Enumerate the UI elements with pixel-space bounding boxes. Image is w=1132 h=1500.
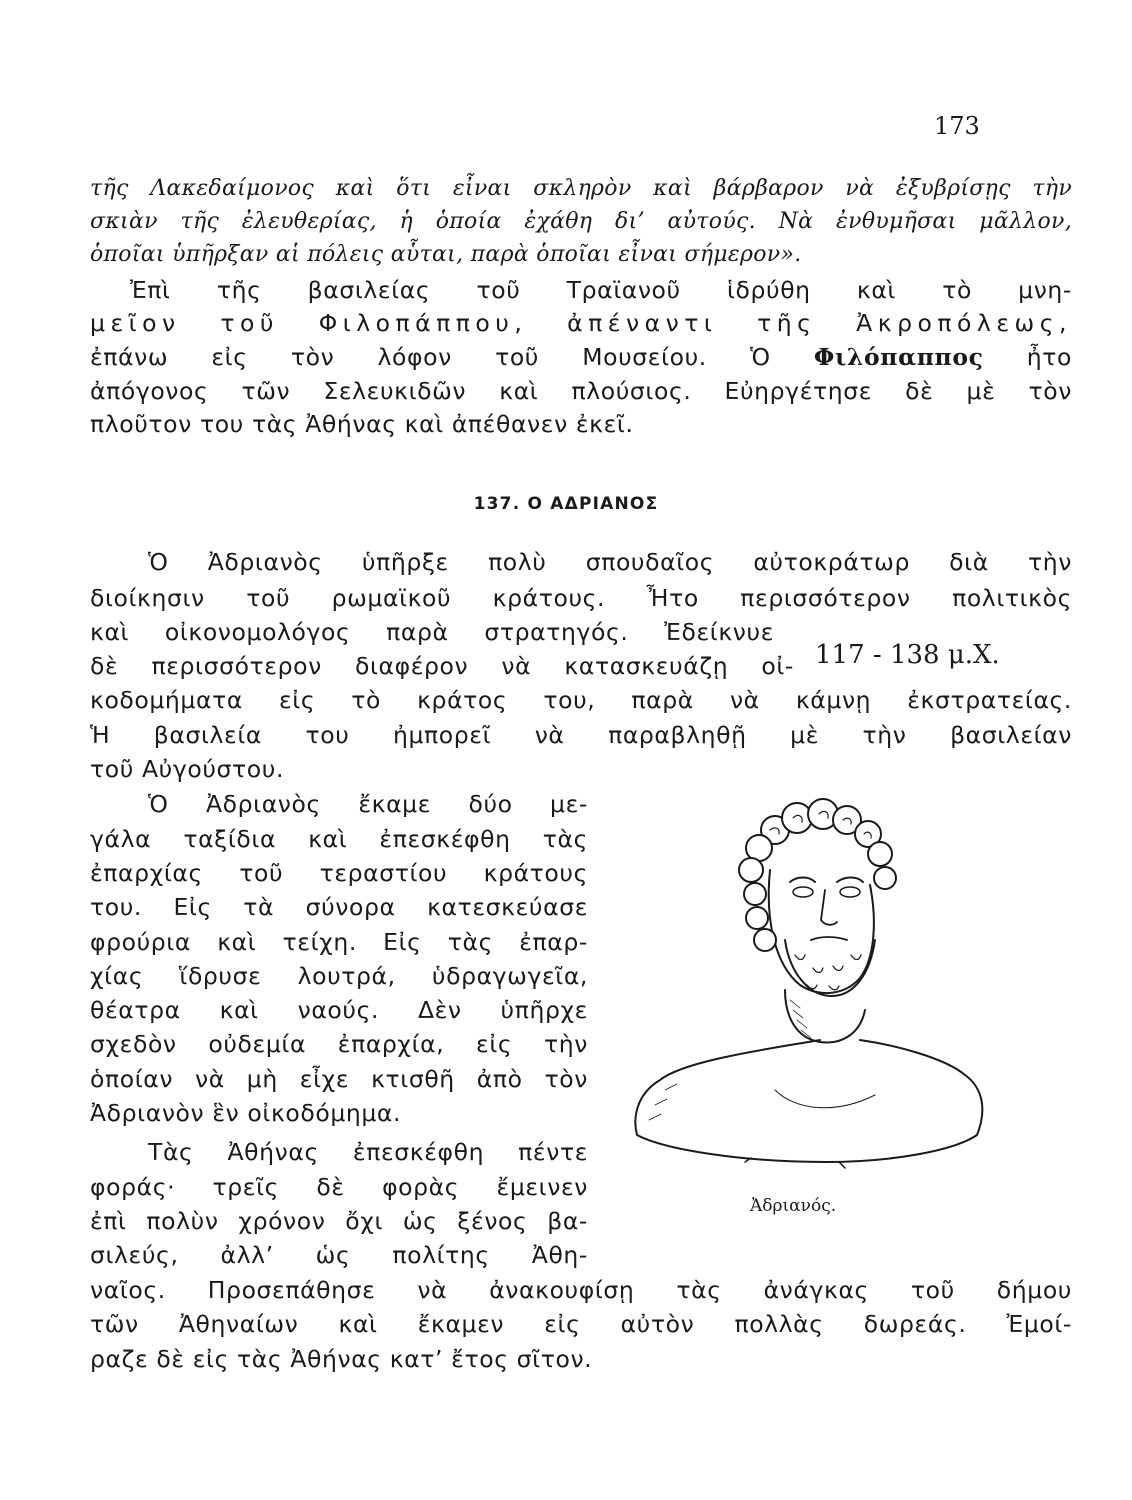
paragraph-line (90, 343, 1072, 371)
paragraph-line: Ἐπὶ τῆς βασιλείας τοῦ Τραϊανοῦ ἱδρύθη καὶ τὸ μνη- (130, 276, 1072, 304)
text-segment: ἦτο (983, 343, 1072, 371)
paragraph-line: πλοῦτον του τὰς Ἀθήνας καὶ ἀπέθανεν ἐκεῖ. (90, 410, 634, 438)
paragraph-line: τοῦ Αὐγούστου. (90, 755, 285, 783)
paragraph-line: τῶν Ἀθηναίων καὶ ἔκαμεν εἰς αὐτὸν πολλὰς δωρεάς. Ἐμοί- (90, 1310, 1072, 1338)
paragraph-line: σχεδὸν οὐδεμία ἐπαρχία, εἰς τὴν (90, 1030, 588, 1058)
paragraph-line: σιλεύς, ἀλλ’ ὡς πολίτης Ἀθη- (90, 1241, 588, 1269)
text-segment: ἐπάνω εἰς τὸν λόφον τοῦ Μουσείου. Ὁ (90, 343, 814, 371)
figure-caption: Ἀδριανός. (750, 1196, 837, 1216)
paragraph-line: ὁποίαν νὰ μὴ εἶχε κτισθῆ ἀπὸ τὸν (90, 1065, 588, 1093)
paragraph-line: φοράς· τρεῖς δὲ φορὰς ἔμεινεν (90, 1173, 588, 1201)
paragraph-line: Ἀδριανὸν ἓν οἰκοδόμημα. (90, 1099, 402, 1127)
margin-date-note: 117 - 138 μ.Χ. (815, 640, 1000, 670)
paragraph-line: ραζε δὲ εἰς τὰς Ἀθήνας κατ’ ἔτος σῖτον. (90, 1345, 593, 1373)
paragraph-line: θέατρα καὶ ναούς. Δὲν ὑπῆρχε (90, 996, 588, 1024)
paragraph-line: γάλα ταξίδια καὶ ἐπεσκέφθη τὰς (90, 825, 588, 853)
paragraph-line: Ὁ Ἀδριανὸς ὑπῆρξε πολὺ σπουδαῖος αὐτοκράτωρ διὰ τὴν (148, 548, 1072, 576)
paragraph-line: διοίκησιν τοῦ ρωμαϊκοῦ κράτους. Ἦτο περισσότερον πολιτικὸς (90, 584, 1072, 612)
paragraph-line: φρούρια καὶ τείχη. Εἰς τὰς ἐπαρ- (90, 928, 588, 956)
paragraph-line: χίας ἵδρυσε λουτρά, ὑδραγωγεῖα, (90, 962, 588, 990)
paragraph-line: του. Εἰς τὰ σύνορα κατεσκεύασε (90, 893, 588, 921)
paragraph-line: ἐπαρχίας τοῦ τεραστίου κράτους (90, 859, 588, 887)
paragraph-line: καὶ οἰκονομολόγος παρὰ στρατηγός. Ἐδείκνυε (90, 618, 774, 646)
paragraph-line: ἐπὶ πολὺν χρόνον ὄχι ὡς ξένος βα- (90, 1207, 588, 1235)
paragraph-line: δὲ περισσότερον διαφέρον νὰ κατασκευάζῃ οἰ- (90, 652, 794, 680)
paragraph-line: μεῖον τοῦ Φιλοπάππου, ἀπέναντι τῆς Ἀκροπόλεως, (90, 309, 1072, 337)
paragraph-line: κοδομήματα εἰς τὸ κράτος του, παρὰ νὰ κάμνῃ ἐκστρατείας. (90, 686, 1072, 714)
paragraph-line: Ἡ βασιλεία του ἠμπορεῖ νὰ παραβληθῇ μὲ τὴν βασιλείαν (90, 721, 1072, 749)
hadrian-bust-illustration (625, 790, 995, 1190)
page-number: 173 (934, 112, 980, 140)
person-name-philopappos: Φιλόπαππος (813, 343, 984, 371)
paragraph-line: Τὰς Ἀθήνας ἐπεσκέφθη πέντε (148, 1138, 588, 1166)
paragraph-line: ἀπόγονος τῶν Σελευκιδῶν καὶ πλούσιος. Εὐηργέτησε δὲ μὲ τὸν (90, 377, 1072, 405)
quote-line: ὁποῖαι ὑπῆρξαν αἱ πόλεις αὗται, παρὰ ὁποῖαι εἶναι σήμερον». (90, 242, 802, 267)
quote-line: σκιὰν τῆς ἐλευθερίας, ἡ ὁποία ἐχάθη δι’ αὐτούς. Νὰ ἐνθυμῆσαι μᾶλλον, (90, 209, 1072, 234)
section-heading: 137. Ο ΑΔΡΙΑΝΟΣ (473, 494, 659, 514)
paragraph-line: Ὁ Ἀδριανὸς ἔκαμε δύο με- (148, 790, 588, 818)
paragraph-line: ναῖος. Προσεπάθησε νὰ ἀνακουφίσῃ τὰς ἀνάγκας τοῦ δήμου (90, 1276, 1072, 1304)
quote-line: τῆς Λακεδαίμονος καὶ ὅτι εἶναι σκληρὸν καὶ βάρβαρον νὰ ἐξυβρίσῃς τὴν (90, 176, 1072, 201)
